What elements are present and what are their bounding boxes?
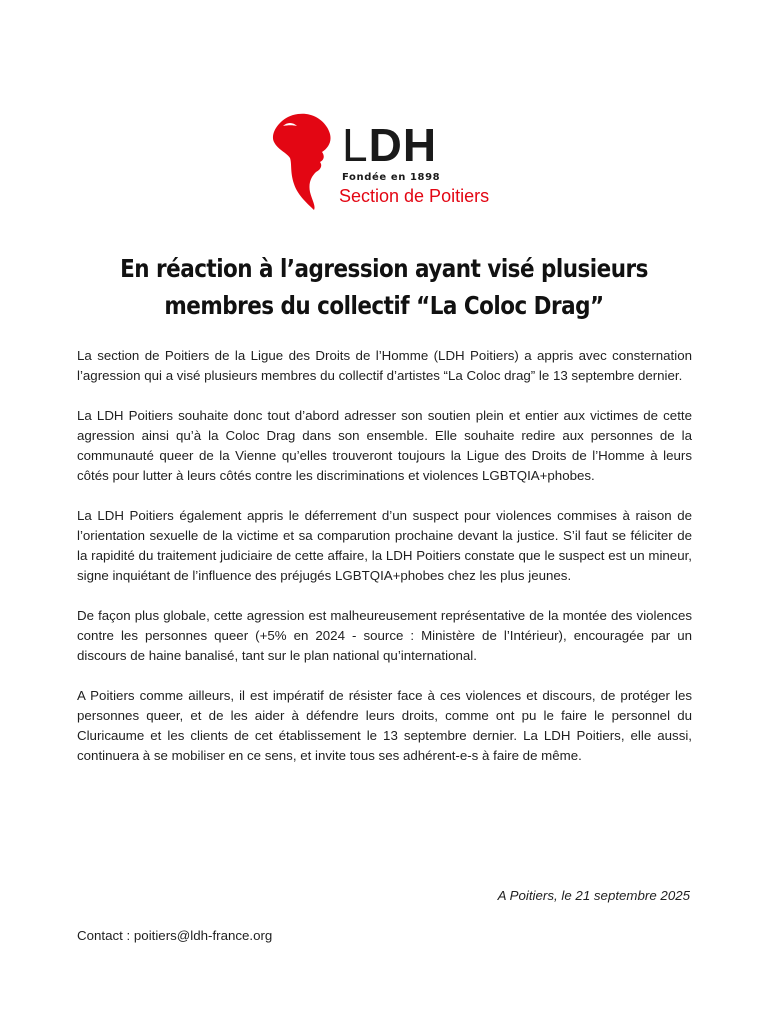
ldh-wordmark	[342, 120, 437, 170]
paragraph: De façon plus globale, cette agression est malheureusement représentative de la montée des violences contre les personnes queer (+5% en 2024 - source : Ministère de l’Intérieur), encouragée par un discours de haine banalisé, tant sur le plan national qu’international.	[77, 608, 692, 663]
ldh-logo	[268, 112, 528, 212]
headline: En réaction à l’agression ayant visé plusieurs membres du collectif “La Coloc Drag”	[120, 254, 648, 320]
ldh-profile-mark-icon	[268, 112, 332, 212]
wordmark-bold: DH	[368, 119, 438, 171]
founded-label: Fondée en 1898	[342, 172, 441, 183]
paragraph: La section de Poitiers de la Ligue des Droits de l’Homme (LDH Poitiers) a appris avec consternation l’agression qui a visé plusieurs membres du collectif d’artistes “La Coloc drag” le 13 septembre dernier.	[77, 348, 692, 383]
contact-line: Contact : poitiers@ldh-france.org	[77, 928, 273, 943]
paragraph: La LDH Poitiers souhaite donc tout d’abord adresser son soutien plein et entier aux victimes de cette agression ainsi qu’à la Coloc Drag dans son ensemble. Elle souhaite redire aux personnes de la communauté queer de la Vienne qu’elles trouveront toujours la Ligue des Droits de l’Homme à leurs côtés pour lutter à leurs côtés contre les discriminations et violences LGBTQIA+phobes.	[77, 408, 692, 483]
dateline: A Poitiers, le 21 septembre 2025	[497, 888, 690, 903]
paragraph: A Poitiers comme ailleurs, il est impératif de résister face à ces violences et discours, de protéger les personnes queer, et de les aider à défendre leurs droits, comme ont pu le faire le personnel du Cluricaume et les clients de cet établissement le 13 septembre dernier. La LDH Poitiers, elle aussi, continuera à se mobiliser en ce sens, et invite tous ses adhérent-e-s à faire de même.	[77, 688, 692, 763]
section-label: Section de Poitiers	[339, 186, 490, 206]
body-text	[77, 346, 692, 786]
wordmark-thin: L	[342, 119, 369, 171]
paragraph: La LDH Poitiers également appris le déferrement d’un suspect pour violences commises à raison de l’orientation sexuelle de la victime et sa comparution prochaine devant la justice. S’il faut se féliciter de la rapidité du traitement judiciaire de cette affaire, la LDH Poitiers constate que le suspect est un mineur, signe inquiétant de l’influence des préjugés LGBTQIA+phobes chez les plus jeunes.	[77, 508, 692, 583]
